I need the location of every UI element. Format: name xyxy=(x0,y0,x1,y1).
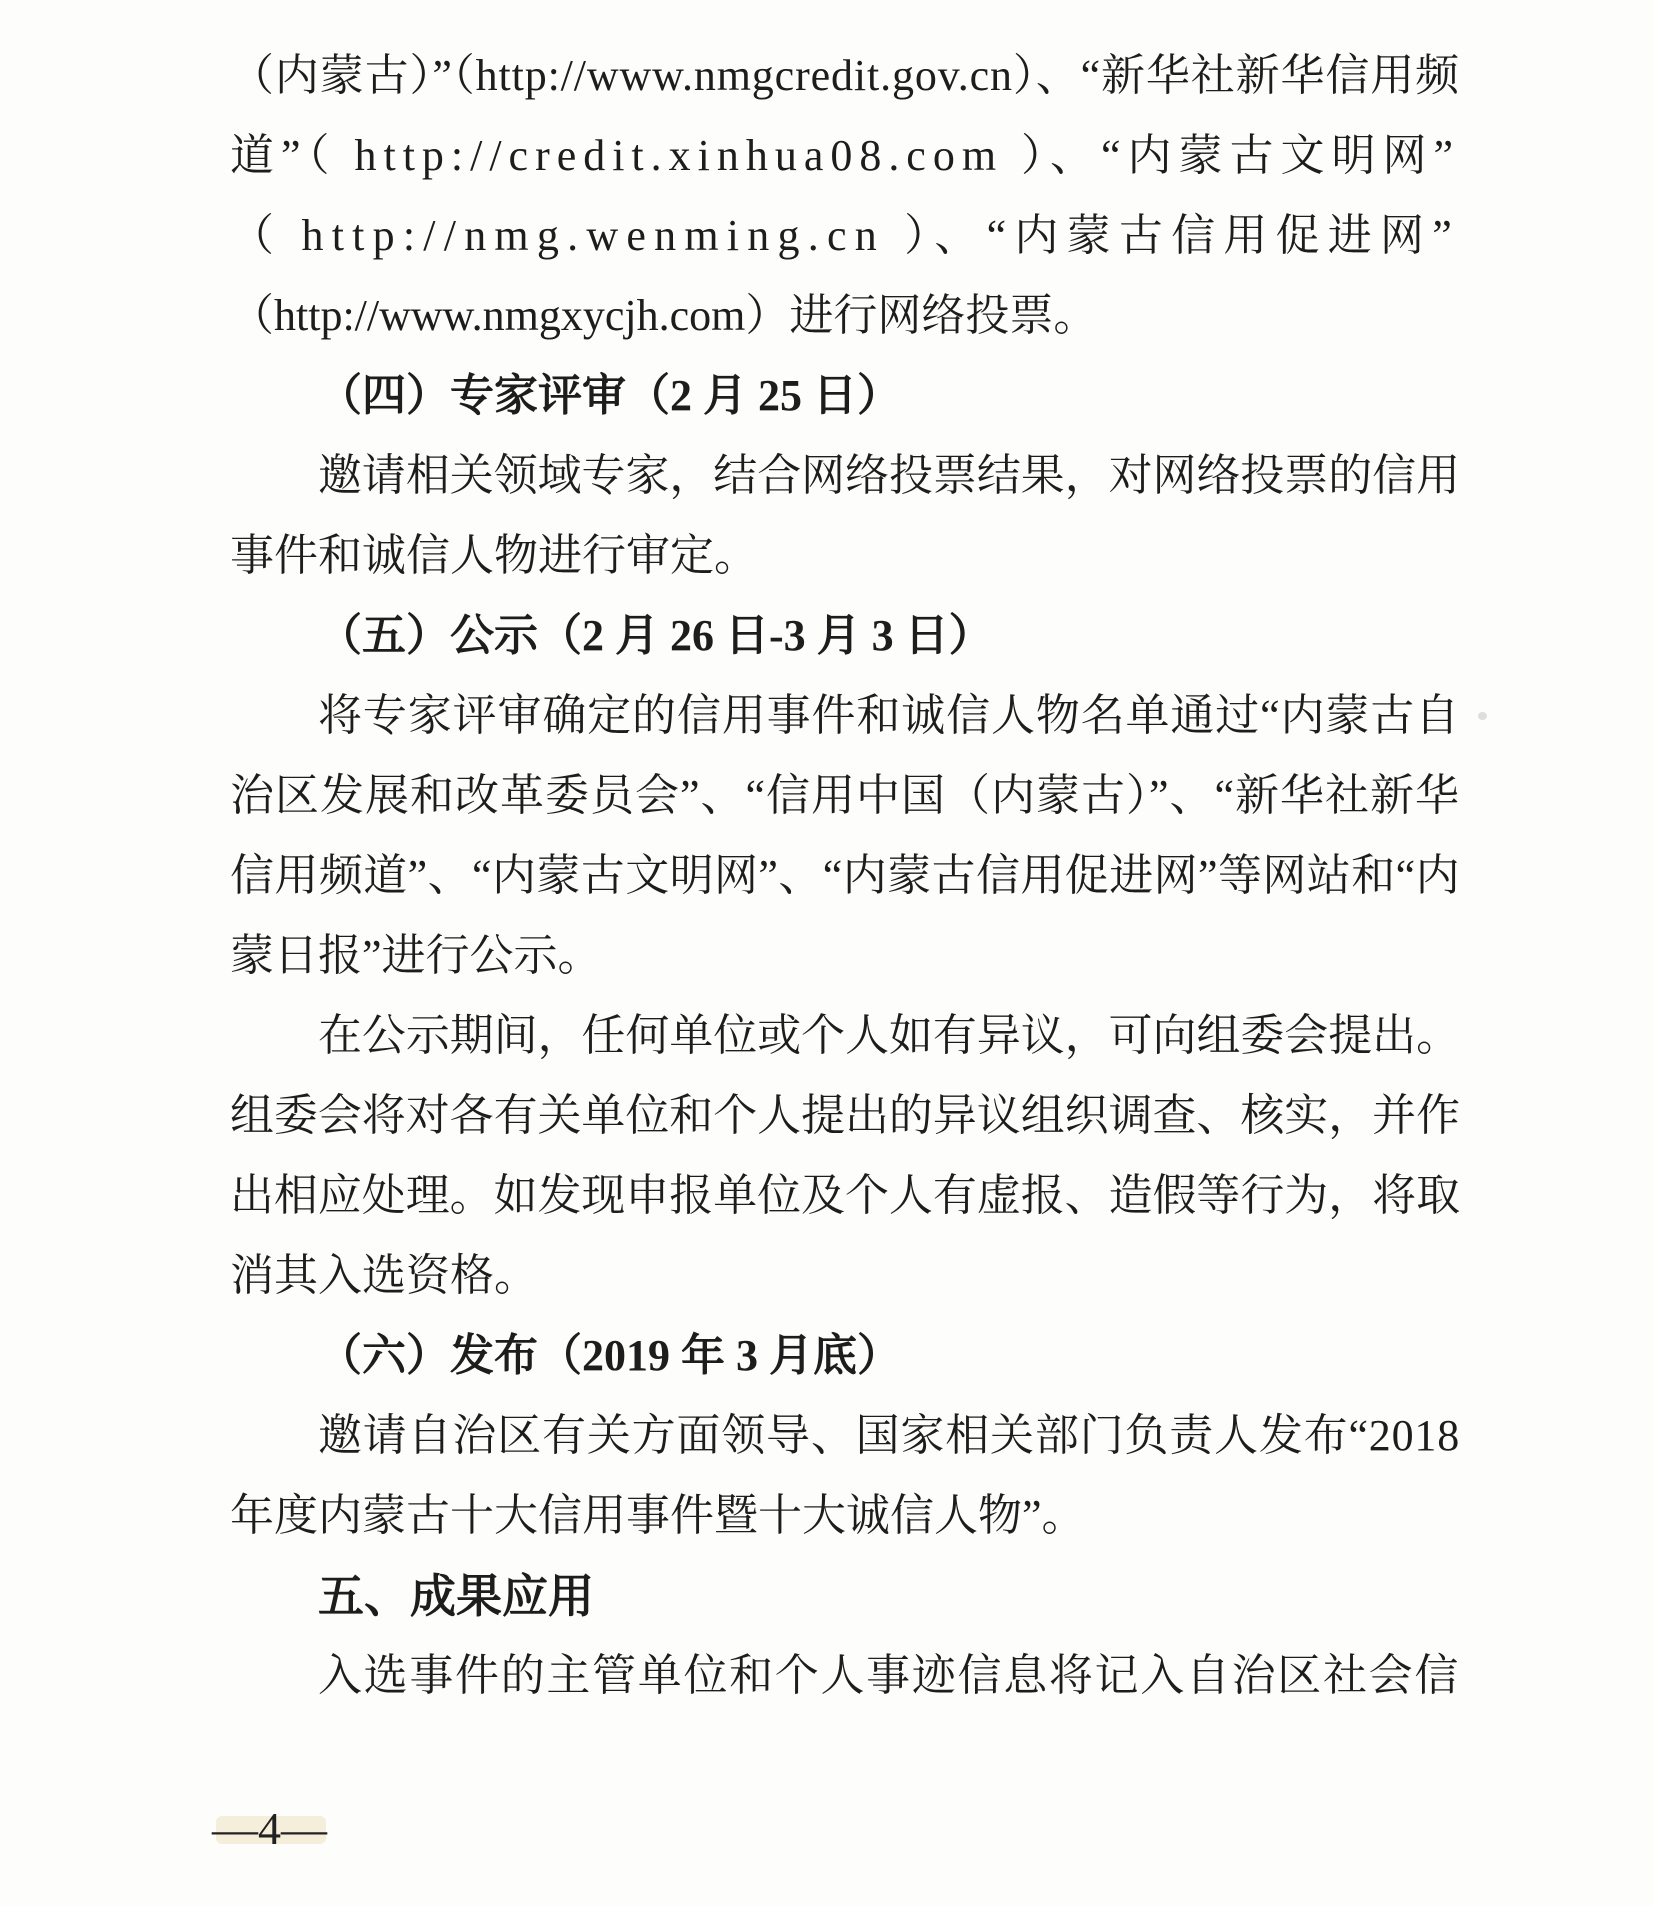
body-line-text: 信用频道”、“内蒙古文明网”、“内蒙古信用促进网”等网站和“内 xyxy=(230,851,1460,900)
body-line xyxy=(230,36,1460,116)
body-line xyxy=(230,836,1460,916)
body-line xyxy=(230,916,1460,996)
page-number-text: —4— xyxy=(212,1803,327,1854)
body-line xyxy=(230,116,1460,196)
body-line xyxy=(230,1156,1460,1236)
body-line-text: 蒙日报”进行公示。 xyxy=(230,931,602,980)
heading-text: （四）专家评审（2 月 25 日） xyxy=(318,371,901,420)
body-line-text: 邀请相关领域专家，结合网络投票结果，对网络投票的信用 xyxy=(318,451,1460,500)
body-line-text: 组委会将对各有关单位和个人提出的异议组织调查、核实，并作 xyxy=(230,1091,1460,1140)
body-line-text: 治区发展和改革委员会”、“信用中国（内蒙古）”、“新华社新华 xyxy=(230,771,1460,820)
body-line-text: 道”（ http://credit.xinhua08.com ）、“内蒙古文明网” xyxy=(230,131,1460,180)
heading-release xyxy=(230,1316,1460,1396)
body-line xyxy=(230,436,1460,516)
body-line-text: （http://www.nmgxycjh.com）进行网络投票。 xyxy=(230,291,1098,340)
heading-expert-review xyxy=(230,356,1460,436)
page-number xyxy=(212,1801,327,1857)
body-line xyxy=(230,996,1460,1076)
body-line xyxy=(230,1396,1460,1476)
body-line-text: 事件和诚信人物进行审定。 xyxy=(230,531,758,580)
heading-text: （六）发布（2019 年 3 月底） xyxy=(318,1331,901,1380)
body-line-text: （内蒙古）”（http://www.nmgcredit.gov.cn）、“新华社新华信用频 xyxy=(230,51,1460,100)
body-line-text: 入选事件的主管单位和个人事迹信息将记入自治区社会信 xyxy=(318,1651,1460,1700)
document-body xyxy=(230,36,1460,1716)
heading-results-application xyxy=(230,1556,1460,1636)
body-line xyxy=(230,196,1460,276)
body-line xyxy=(230,1476,1460,1556)
body-line-text: （ http://nmg.wenming.cn ）、“内蒙古信用促进网” xyxy=(230,211,1460,260)
body-line-text: 消其入选资格。 xyxy=(230,1251,538,1300)
body-line-text: 出相应处理。如发现申报单位及个人有虚报、造假等行为，将取 xyxy=(230,1171,1460,1220)
body-line-text: 在公示期间，任何单位或个人如有异议，可向组委会提出。 xyxy=(318,1011,1460,1060)
scan-speck xyxy=(1478,712,1487,720)
body-line xyxy=(230,516,1460,596)
body-line xyxy=(230,276,1460,356)
heading-text: （五）公示（2 月 26 日-3 月 3 日） xyxy=(318,611,993,660)
body-line-text: 将专家评审确定的信用事件和诚信人物名单通过“内蒙古自 xyxy=(318,691,1460,740)
body-line xyxy=(230,1236,1460,1316)
body-line xyxy=(230,756,1460,836)
body-line-text: 年度内蒙古十大信用事件暨十大诚信人物”。 xyxy=(230,1491,1086,1540)
heading-public-notice xyxy=(230,596,1460,676)
body-line-text: 邀请自治区有关方面领导、国家相关部门负责人发布“2018 xyxy=(318,1411,1460,1460)
body-line xyxy=(230,1076,1460,1156)
body-line xyxy=(230,1636,1460,1716)
heading-text: 五、成果应用 xyxy=(318,1570,594,1622)
body-line xyxy=(230,676,1460,756)
